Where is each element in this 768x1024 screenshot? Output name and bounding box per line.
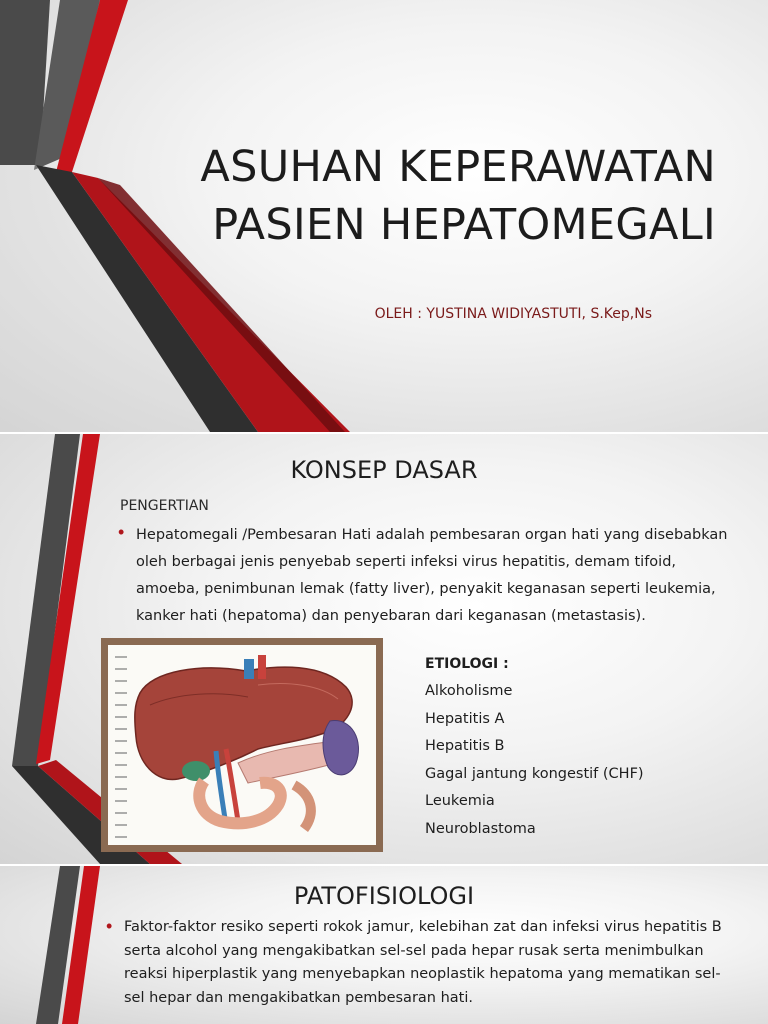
title-line-1: ASUHAN KEPERAWATAN (200, 142, 716, 192)
presentation-title (96, 138, 716, 254)
author-line: OLEH : YUSTINA WIDIYASTUTI, S.Kep,Ns (374, 306, 652, 322)
concept-slide (0, 434, 768, 864)
etiology-item: Hepatitis B (425, 738, 505, 755)
title-slide (0, 0, 768, 432)
bullet-icon: • (106, 916, 113, 936)
etiology-item: Hepatitis A (425, 710, 505, 727)
title-line-2: PASIEN HEPATOMEGALI (212, 200, 716, 250)
etiology-item: Neuroblastoma (425, 820, 536, 837)
liver-illustration-frame (101, 638, 383, 852)
etiology-item: Alkoholisme (425, 683, 513, 699)
pathophysiology-paragraph: Faktor-faktor resiko seperti rokok jamur, kelebihan zat dan infeksi virus hepatitis B serta alcohol yang mengakibatkan sel-sel pada hepar rusak serta menimbulkan reaksi hiperplastik yang menyebapkan neoplastik hepatoma yang mematikan sel-sel hepar dan mengakibatkan pembesaran hati. (124, 919, 722, 1006)
slide-heading: KONSEP DASAR (290, 456, 478, 484)
pathophysiology-slide (0, 866, 768, 1024)
definition-paragraph: Hepatomegali /Pembesaran Hati adalah pembesaran organ hati yang disebabkan oleh berbagai jenis penyebab seperti infeksi virus hepatitis, demam tifoid, amoeba, penimbunan lemak (fatty liver), penyakit keganasan seperti leukemia, kanker hati (hepatoma) dan penyebaran dari keganasan (metastasis). (136, 527, 728, 624)
bullet-icon: • (118, 522, 125, 542)
etiology-item: Gagal jantung kongestif (CHF) (425, 765, 644, 782)
etiology-title: ETIOLOGI : (425, 656, 509, 672)
pathophysiology-bullet (106, 916, 739, 1010)
slide-heading: PATOFISIOLOGI (293, 882, 475, 910)
liver-icon (108, 645, 376, 845)
etiology-item: Leukemia (425, 793, 495, 810)
etiology-list (425, 656, 644, 844)
section-label: PENGERTIAN (120, 498, 209, 514)
definition-bullet (118, 522, 736, 630)
liver-illustration (108, 645, 376, 845)
